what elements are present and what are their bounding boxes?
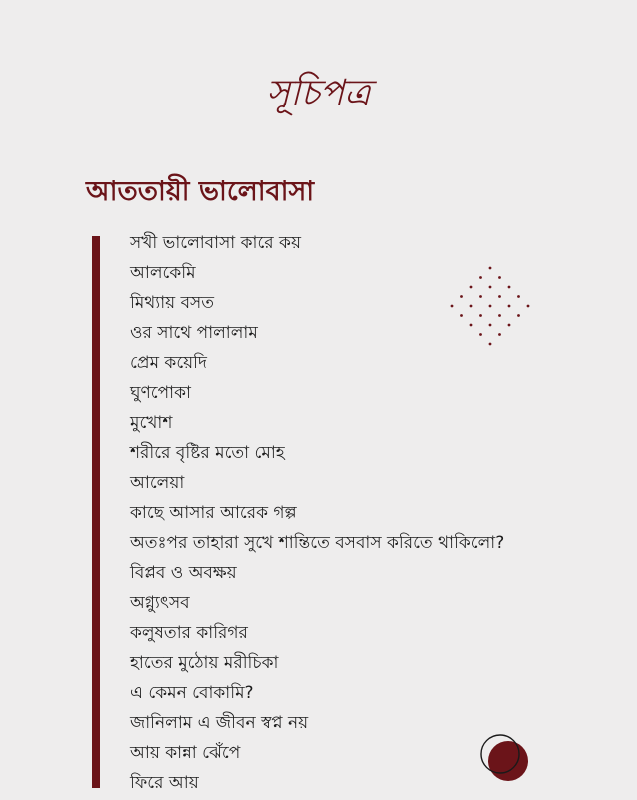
pattern-dot [489, 324, 492, 327]
section-accent-bar [92, 236, 100, 788]
toc-item: হাতের মুঠোয় মরীচিকা [130, 653, 279, 673]
pattern-dot [508, 305, 511, 308]
pattern-dot [470, 324, 473, 327]
toc-item: সখী ভালোবাসা কারে কয় [130, 233, 301, 253]
toc-item: অগ্ন্যুৎসব [130, 593, 190, 613]
toc-item: আলেয়া [130, 473, 185, 493]
pattern-dot [460, 295, 463, 298]
pattern-dot [517, 314, 520, 317]
pattern-dot [527, 305, 530, 308]
toc-item: কাছে আসার আরেক গল্প [130, 503, 297, 523]
pattern-dot [479, 276, 482, 279]
pattern-dot [508, 324, 511, 327]
toc-item: বিপ্লব ও অবক্ষয় [130, 563, 237, 583]
pattern-dot [470, 286, 473, 289]
toc-item: প্রেম কয়েদি [130, 353, 207, 373]
toc-item: কলুষতার কারিগর [130, 623, 248, 643]
pattern-dot [489, 267, 492, 270]
pattern-dot [508, 286, 511, 289]
pattern-dot [498, 276, 501, 279]
dot-pattern-icon [432, 248, 548, 364]
pattern-dot [479, 333, 482, 336]
toc-item: জানিলাম এ জীবন স্বপ্ন নয় [130, 713, 309, 733]
section-heading: আততায়ী ভালোবাসা [86, 176, 315, 207]
pattern-dot [470, 305, 473, 308]
toc-item: এ কেমন বোকামি? [130, 683, 254, 703]
page-title: সূচিপত্র [266, 73, 371, 114]
toc-item: মুখোশ [130, 413, 173, 433]
pattern-dot [498, 333, 501, 336]
pattern-dot [489, 343, 492, 346]
toc-item: ফিরে আয় [130, 773, 199, 793]
toc-item: মিথ্যায় বসত [130, 293, 215, 313]
pattern-dot [498, 295, 501, 298]
toc-item: শরীরে বৃষ্টির মতো মোহ [130, 443, 285, 463]
toc-item: ওর সাথে পালালাম [130, 323, 258, 343]
toc-item: ঘুণপোকা [130, 383, 191, 403]
pattern-dot [498, 314, 501, 317]
pattern-dot [479, 314, 482, 317]
pattern-dot [460, 314, 463, 317]
toc-item: আয় কান্না ঝেঁপে [130, 743, 241, 763]
pattern-dot [489, 305, 492, 308]
toc-item: অতঃপর তাহারা সুখে শান্তিতে বসবাস করিতে থাকিলো? [130, 533, 505, 553]
pattern-dot [479, 295, 482, 298]
overlapping-circles-icon [478, 732, 532, 786]
toc-item: আলকেমি [130, 263, 196, 283]
pattern-dot [489, 286, 492, 289]
pattern-dot [517, 295, 520, 298]
pattern-dot [451, 305, 454, 308]
